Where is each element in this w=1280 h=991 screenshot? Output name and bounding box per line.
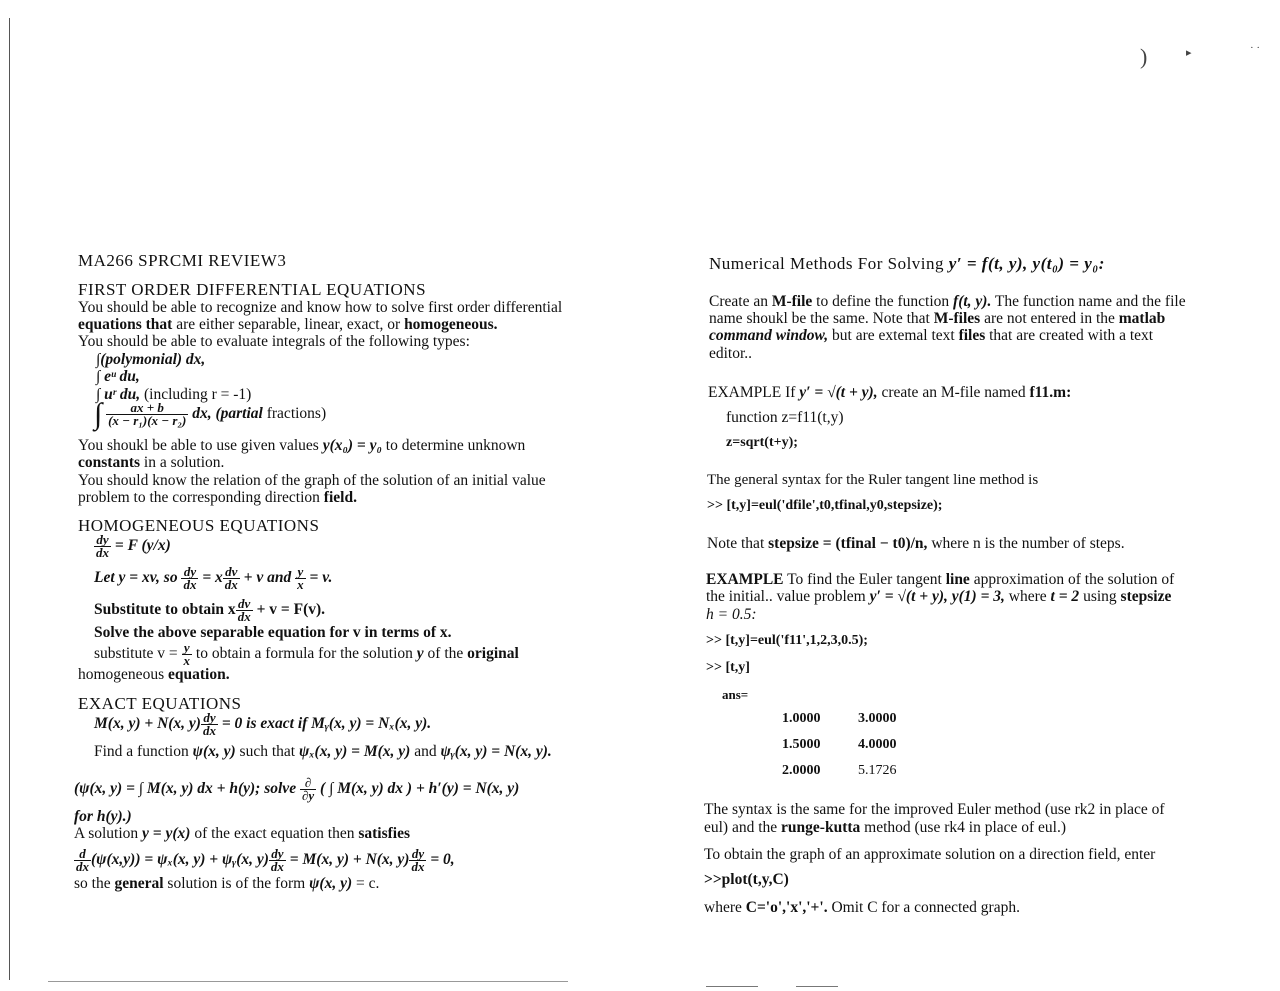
text-line: To obtain the graph of an approximate solution on a direction field, enter [704,846,1156,863]
text-line: equations that are either separable, linear, exact, or homogeneous. [78,316,498,333]
integral-power: ∫ uʳ du, (including r = -1) [96,386,252,403]
integral-exponential: ∫ eᵘ du, [96,368,140,385]
text-line: problem to the corresponding direction field. [78,489,357,506]
text-line: command window, but are extemal text files that are created with a text [709,327,1154,344]
substitute-back-line: substitute v = $\frac{y}{x}$ to obtain a formula for the solution y of the original [94,640,519,668]
text-line: Create an M-file to define the function f(t, y). The function name and the file [709,293,1186,310]
numerical-methods-title: Numerical Methods For Solving y′ = f(t, y), y(t₀) = y₀: [709,254,1105,273]
bottom-scan-line [48,981,568,982]
text-line: You shoukl be able to use given values y(x₀) = y₀ to determine unknown [78,437,526,454]
table-row: 1.5000 4.0000 [782,737,897,752]
solve-separable-line: Solve the above separable equation for v in terms of x. [94,624,452,641]
scan-mark: ) [1140,44,1148,69]
code-sqrt-line: z=sqrt(t+y); [726,435,798,450]
section-title-homogeneous: HOMOGENEOUS EQUATIONS [78,516,320,535]
exactness-condition: M(x, y) + N(x, y) $\frac{dy}{dx}$ = 0 is exact if Mᵧ(x, y) = Nₓ(x, y). [94,710,432,738]
syntax-intro-line: The general syntax for the Ruler tangent line method is [707,472,1039,488]
text-line: The syntax is the same for the improved Euler method (use rk2 in place of [704,801,1165,818]
text-line: You should be able to recognize and know how to solve first order differential [78,299,563,316]
euler-syntax-code: >> [t,y]=eul('dfile',t0,tfinal,y0,stepsize); [707,498,943,513]
potential-function-line: Find a function ψ(x, y) such that ψₓ(x, y) = M(x, y) and ψᵧ(x, y) = N(x, y). [94,743,552,760]
integral-partial-fractions: ∫ $\frac{ax + b}{\text{(x − r₁)(x − r₂)}}$ dx, (partial fractions) [94,397,327,431]
example-1-line: EXAMPLE If y′ = √(t + y), create an M-file named f11.m: [708,384,1072,401]
text-line: You should know the relation of the graph of the solution of an initial value [78,472,546,489]
total-derivative-line: $\frac{d}{dx}$ (ψ(x,y)) = ψₓ(x, y) + ψᵧ(x, y) $\frac{dy}{dx}$ = M(x, y) + N(x, y) $\frac{dy}{dx}$ = 0, [76,846,455,874]
scan-mark: · · [1250,42,1261,54]
example-2-line-3: h = 0.5: [706,606,757,623]
document-header: MA266 SPRCMI REVIEW3 [78,251,287,270]
example-2-line-1: EXAMPLE To find the Euler tangent line approximation of the solution of [706,571,1175,588]
homogeneous-definition: $\frac{dy}{dx}$ = F (y/x) [96,532,171,560]
section-title-first-order: FIRST ORDER DIFFERENTIAL EQUATIONS [78,280,427,299]
text-line: eul) and the runge-kutta method (use rk4 in place of eul.) [704,819,1067,836]
plot-command: >>plot(t,y,C) [704,871,789,888]
text-line: homogeneous equation. [78,666,230,683]
text-line: You should be able to evaluate integrals of the following types: [78,333,470,350]
substitute-obtain-line: Substitute to obtain x $\frac{dv}{dx}$ + v = F(v). [94,596,326,624]
ans-label: ans= [722,687,749,702]
for-h-line: for h(y).) [74,808,132,825]
text-line: name shoukl be the same. Note that M-files are not entered in the matlab [709,310,1166,327]
where-line: where C='o','x','+'. Omit C for a connected graph. [704,899,1020,916]
section-title-exact: EXACT EQUATIONS [78,694,242,713]
bottom-scan-line [706,986,758,987]
table-row: 2.0000 5.1726 [782,763,897,778]
page-edge-line [9,18,10,980]
exact-solution-line: A solution y = y(x) of the exact equation then satisfies [74,825,410,842]
bottom-scan-line [796,986,838,987]
euler-command: >> [t,y]=eul('f11',1,2,3,0.5); [706,633,868,648]
substitution-line: Let y = xv, so $\frac{dy}{dx}$ = x $\frac{dv}{dx}$ + v and $\frac{y}{x}$ = v. [94,564,333,592]
stepsize-note: Note that stepsize = (tfinal − t0)/n, where n is the number of steps. [707,535,1125,552]
example-2-line-2: the initial.. value problem y′ = √(t + y), y(1) = 3, where t = 2 using stepsize [706,588,1172,605]
psi-construction: (ψ(x, y) = ∫ M(x, y) dx + h(y); solve $\frac{\partial}{\partial y}$ ( ∫ M(x, y) dx ) + h′(y) = N(x, y) [74,775,520,803]
results-table [782,706,897,784]
table-row: 1.0000 3.0000 [782,711,897,726]
scan-mark: ▸ [1186,47,1192,59]
code-function-line: function z=f11(t,y) [726,409,844,426]
integral-polynomial: ∫(polymonial) dx, [96,351,206,368]
general-solution-line: so the general solution is of the form ψ(x, y) = c. [74,875,380,892]
display-command: >> [t,y] [706,660,750,675]
text-line: editor.. [709,345,753,362]
partial-fraction: $\frac{ax + b}{\text{(x − r₁)(x − r₂)}}$ [108,400,187,428]
text-line: constants in a solution. [78,454,225,471]
